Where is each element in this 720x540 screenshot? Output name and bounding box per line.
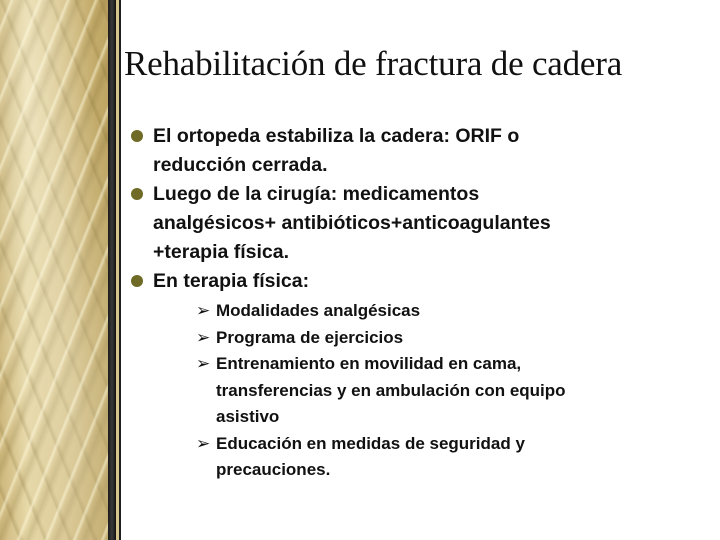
arrow-right-icon: ➢: [196, 301, 211, 321]
bullet-list: [130, 122, 690, 296]
subbullet-line: Entrenamiento en movilidad en cama,: [216, 354, 522, 373]
subbullet-item: [196, 325, 666, 352]
bullet-line: En terapia física:: [153, 270, 310, 292]
bullet-item: [130, 122, 690, 180]
arrow-right-icon: ➢: [196, 327, 211, 348]
subbullet-item: [196, 298, 666, 325]
arrow-right-icon: ➢: [196, 354, 211, 374]
subbullet-item: [196, 431, 666, 484]
bullet-dot-icon: [131, 130, 143, 142]
decorative-separator-thin: [119, 0, 121, 540]
slide-title: Rehabilitación de fractura de cadera: [124, 44, 623, 83]
bullet-line: reducción cerrada.: [153, 154, 328, 176]
subbullet-line: precauciones.: [216, 460, 331, 479]
decorative-separator-bar: [108, 0, 116, 540]
bullet-item: [130, 180, 690, 267]
bullet-line: El ortopeda estabiliza la cadera: ORIF o: [153, 125, 520, 147]
subbullet-line: transferencias y en ambulación con equipo: [216, 380, 566, 400]
subbullet-line: Programa de ejercicios: [216, 327, 404, 347]
bullet-line: analgésicos+ antibióticos+anticoagulantes: [153, 212, 551, 234]
bullet-dot-icon: [131, 275, 143, 287]
subbullet-item: [196, 351, 666, 431]
arrow-right-icon: ➢: [196, 433, 211, 454]
bullet-dot-icon: [131, 188, 143, 200]
subbullet-line: Modalidades analgésicas: [216, 301, 421, 320]
bullet-line: Luego de la cirugía: medicamentos: [153, 183, 480, 205]
subbullet-list: [196, 298, 666, 484]
bullet-item: [130, 267, 690, 296]
subbullet-line: asistivo: [216, 407, 280, 426]
decorative-gold-band: [0, 0, 108, 540]
subbullet-line: Educación en medidas de seguridad y: [216, 433, 525, 453]
bullet-line: +terapia física.: [153, 241, 290, 263]
